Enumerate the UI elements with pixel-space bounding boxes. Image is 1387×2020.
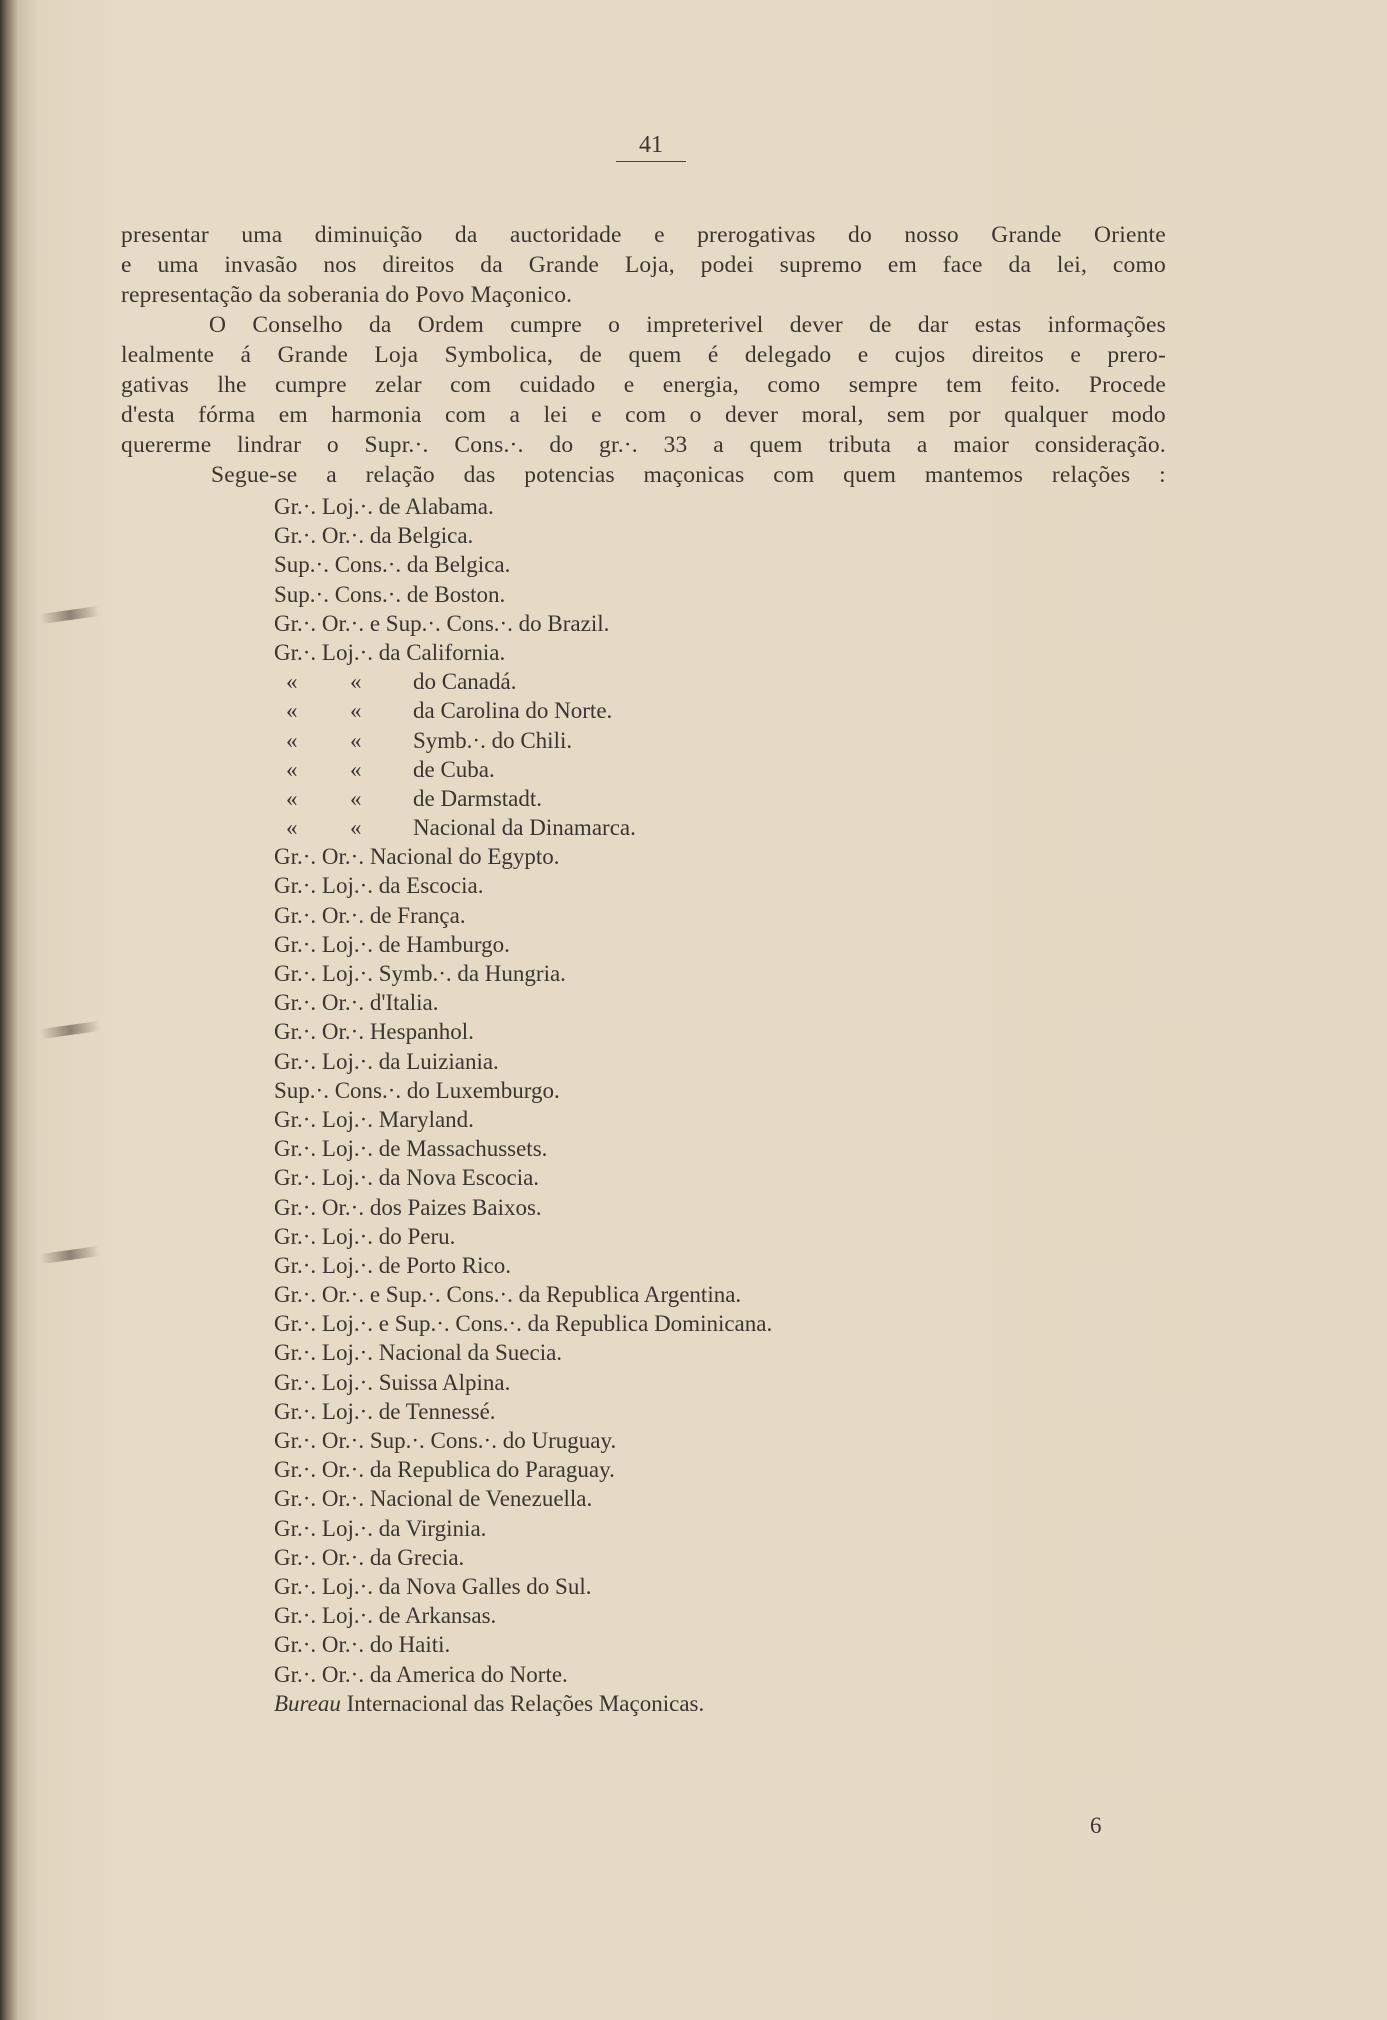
list-item (274, 1076, 772, 1105)
list-item-text: Gr.·. Loj.·. Suissa Alpina. (274, 1369, 511, 1395)
list-item-text: Sup.·. Cons.·. da Belgica. (274, 552, 511, 578)
text-line: d'esta fórma em harmonia com a lei e com o dever moral, sem por qualquer modo (121, 402, 1166, 428)
list-item-text: Gr.·. Loj.·. de Hamburgo. (274, 931, 510, 957)
list-item-text: do Canadá. (413, 669, 517, 695)
list-item (274, 1368, 772, 1397)
list-item-text: Gr.·. Loj.·. e Sup.·. Cons.·. da Republica Dominicana. (274, 1311, 773, 1337)
list-item-text: de Cuba. (413, 756, 495, 782)
list-item-text: Gr.·. Or.·. da Republica do Paraguay. (274, 1457, 615, 1483)
list-item (274, 1601, 772, 1630)
text-line: e uma invasão nos direitos da Grande Loja, podei supremo em face da lei, como (121, 252, 1166, 278)
list-item-text: Gr.·. Or.·. Nacional do Egypto. (274, 844, 560, 870)
masonic-powers-list (274, 492, 772, 1718)
list-item (274, 1338, 772, 1367)
list-item (274, 492, 772, 521)
list-item (274, 1455, 772, 1484)
list-item-text: Gr.·. Loj.·. da Virginia. (274, 1515, 487, 1541)
list-item (274, 1251, 772, 1280)
list-item-text: Gr.·. Loj.·. de Porto Rico. (274, 1252, 511, 1278)
list-item-text: Gr.·. Or.·. da Belgica. (274, 523, 474, 549)
binding-mark (40, 1246, 101, 1264)
list-item-text: Gr.·. Or.·. d'Italia. (274, 990, 439, 1016)
list-item (274, 726, 772, 755)
ditto-mark: « (350, 756, 362, 782)
list-item (274, 1572, 772, 1601)
ditto-mark: « (286, 785, 298, 811)
bureau-line (274, 1689, 772, 1718)
binding-mark (40, 606, 101, 624)
list-item (274, 1397, 772, 1426)
list-item (274, 988, 772, 1017)
list-item (274, 1309, 772, 1338)
list-item-text: Gr.·. Loj.·. da Escocia. (274, 873, 484, 899)
list-item (274, 1134, 772, 1163)
list-item-text: Gr.·. Or.·. da America do Norte. (274, 1661, 568, 1687)
list-item (274, 667, 772, 696)
list-item (274, 930, 772, 959)
list-item (274, 1280, 772, 1309)
ditto-mark: « (286, 727, 298, 753)
list-item-text: Symb.·. do Chili. (413, 727, 573, 753)
text-line: O Conselho da Ordem cumpre o impreterivel dever de dar estas informações (209, 312, 1166, 338)
list-item (274, 1660, 772, 1689)
list-item (274, 638, 772, 667)
list-item (274, 1630, 772, 1659)
list-item-text: Gr.·. Or.·. Sup.·. Cons.·. do Uruguay. (274, 1428, 617, 1453)
binding-mark (40, 1021, 101, 1039)
text-line: Segue-se a relação das potencias maçonicas com quem mantemos relações : (211, 462, 1166, 488)
bureau-rest: Internacional das Relações Maçonicas. (340, 1690, 705, 1716)
list-item-text: Nacional da Dinamarca. (413, 815, 636, 841)
list-item (274, 755, 772, 784)
list-item (274, 696, 772, 725)
text-line: presentar uma diminuição da auctoridade e prerogativas do nosso Grande Oriente (121, 222, 1166, 248)
body-paragraphs (121, 220, 1166, 490)
bureau-italic: Bureau (274, 1690, 341, 1716)
list-item (274, 1484, 772, 1513)
list-item-text: Gr.·. Or.·. Hespanhol. (274, 1019, 474, 1045)
list-item (274, 1222, 772, 1251)
list-item-text: Gr.·. Loj.·. da Luiziania. (274, 1048, 499, 1074)
list-item-text: Gr.·. Loj.·. do Peru. (274, 1223, 456, 1249)
ditto-mark: « (286, 698, 298, 724)
list-item (274, 1047, 772, 1076)
list-item-text: Sup.·. Cons.·. de Boston. (274, 581, 506, 607)
list-item-text: Gr.·. Loj.·. Nacional da Suecia. (274, 1340, 563, 1366)
text-line: quererme lindrar o Supr.·. Cons.·. do gr.·. 33 a quem tributa a maior consideração. (121, 432, 1166, 458)
list-item (274, 521, 772, 550)
list-item-text: da Carolina do Norte. (413, 698, 613, 724)
list-item (274, 550, 772, 579)
list-item-text: Sup.·. Cons.·. do Luxemburgo. (274, 1077, 560, 1103)
list-item-text: Gr.·. Loj.·. da Nova Galles do Sul. (274, 1573, 592, 1599)
list-item-text: Gr.·. Or.·. e Sup.·. Cons.·. da Republica Argentina. (274, 1282, 742, 1308)
list-item (274, 959, 772, 988)
text-line: gativas lhe cumpre zelar com cuidado e energia, como sempre tem feito. Procede (121, 372, 1166, 398)
ditto-mark: « (350, 669, 362, 695)
list-item (274, 1163, 772, 1192)
list-item-text: Gr.·. Or.·. do Haiti. (274, 1632, 451, 1658)
list-item-text: Gr.·. Loj.·. da California. (274, 639, 506, 665)
list-item (274, 1193, 772, 1222)
text-line: lealmente á Grande Loja Symbolica, de quem é delegado e cujos direitos e prero- (121, 342, 1166, 368)
list-item-text: de Darmstadt. (413, 785, 543, 811)
list-item (274, 871, 772, 900)
list-item-text: Gr.·. Or.·. de França. (274, 902, 466, 928)
ditto-mark: « (286, 669, 298, 695)
ditto-mark: « (286, 815, 298, 841)
list-item-text: Gr.·. Or.·. e Sup.·. Cons.·. do Brazil. (274, 610, 610, 636)
page-number: 41 (616, 132, 686, 162)
list-item-text: Gr.·. Loj.·. de Massachussets. (274, 1136, 548, 1162)
list-item (274, 1514, 772, 1543)
ditto-mark: « (350, 815, 362, 841)
list-item-text: Gr.·. Loj.·. de Tennessé. (274, 1398, 496, 1424)
ditto-mark: « (350, 727, 362, 753)
ditto-mark: « (350, 698, 362, 724)
list-item (274, 609, 772, 638)
list-item-text: Gr.·. Loj.·. da Nova Escocia. (274, 1165, 540, 1191)
list-item (274, 1105, 772, 1134)
list-item (274, 580, 772, 609)
list-item (274, 784, 772, 813)
list-item (274, 901, 772, 930)
list-item-text: Gr.·. Or.·. da Grecia. (274, 1544, 465, 1570)
list-item-text: Gr.·. Or.·. Nacional de Venezuella. (274, 1486, 593, 1512)
list-item (274, 1426, 772, 1455)
list-item (274, 813, 772, 842)
list-item (274, 842, 772, 871)
text-line: representação da soberania do Povo Maçonico. (121, 282, 573, 308)
list-item-text: Gr.·. Loj.·. de Arkansas. (274, 1603, 497, 1629)
ditto-mark: « (286, 756, 298, 782)
list-item (274, 1017, 772, 1046)
list-item-text: Gr.·. Or.·. dos Paizes Baixos. (274, 1194, 542, 1220)
list-item-text: Gr.·. Loj.·. Maryland. (274, 1106, 474, 1132)
list-item-text: Gr.·. Loj.·. Symb.·. da Hungria. (274, 961, 566, 986)
signature-mark: 6 (1090, 1813, 1102, 1838)
list-item-text: Gr.·. Loj.·. de Alabama. (274, 494, 494, 519)
ditto-mark: « (350, 785, 362, 811)
list-item (274, 1543, 772, 1572)
